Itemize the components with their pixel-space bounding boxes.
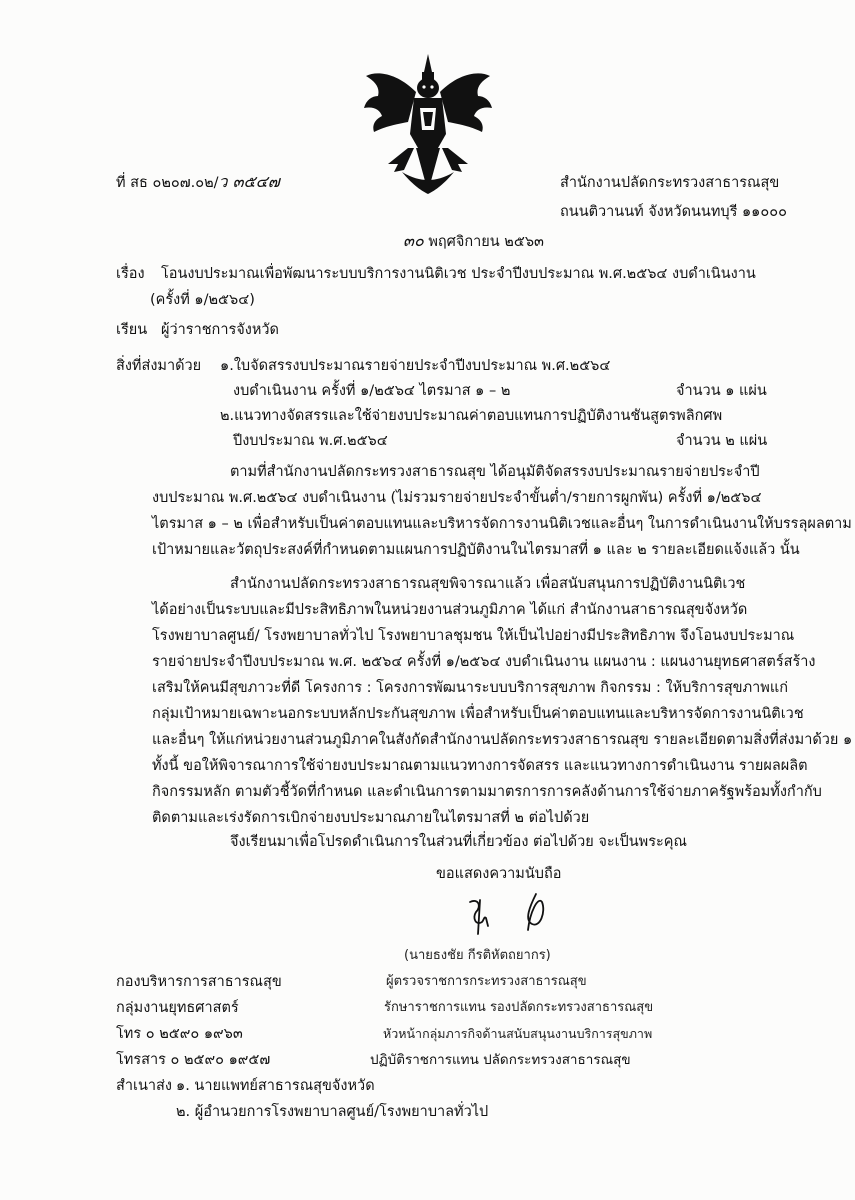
enclosures-label: สิ่งที่ส่งมาด้วย (116, 358, 202, 374)
office-address: ถนนติวานนท์ จังหวัดนนทบุรี ๑๑๐๐๐ (560, 204, 787, 220)
para2-line-10: ติดตามและเร่งรัดการเบิกจ่ายงบประมาณภายในไตรมาสที่ ๒ ต่อไปด้วย (152, 810, 590, 826)
para2-line-9: กิจกรรมหลัก ตามตัวชี้วัดที่กำหนด และดำเนินการตามมาตรการการคลังด้านการใช้จ่ายภาครัฐพร้อมทั้งกำกับ (152, 784, 822, 800)
para2-line-5: เสริมให้คนมีสุขภาวะที่ดี โครงการ : โครงการพัฒนาระบบบริการสุขภาพ กิจกรรม : ให้บริการสุขภาพแก่ (152, 680, 788, 696)
subject-line-1: โอนงบประมาณเพื่อพัฒนาระบบบริการงานนิติเวช ประจำปีงบประมาณ พ.ศ.๒๕๖๔ งบดำเนินงาน (161, 266, 756, 282)
enclosure-item-1-line-1: ๑.ใบจัดสรรงบประมาณรายจ่ายประจำปีงบประมาณ พ.ศ.๒๕๖๔ (220, 358, 611, 374)
reference-number (116, 172, 280, 193)
footer-telephone: โทร ๐ ๒๕๙๐ ๑๙๖๓ (116, 1026, 243, 1042)
signatory-title-2: รักษาราชการแทน รองปลัดกระทรวงสาธารณสุข (384, 1000, 654, 1015)
reference-number-prefix: ที่ สธ ๐๒๐๗.๐๒/ (116, 175, 219, 191)
enclosure-item-1-line-2: งบดำเนินงาน ครั้งที่ ๑/๒๕๖๔ ไตรมาส ๑ – ๒ (233, 383, 511, 399)
enclosure-item-2-line-1: ๒.แนวทางจัดสรรและใช้จ่ายงบประมาณค่าตอบแทนการปฏิบัติงานชันสูตรพลิกศพ (220, 408, 723, 424)
para1-line-2: งบประมาณ พ.ศ.๒๕๖๔ งบดำเนินงาน (ไม่รวมรายจ่ายประจำขั้นต่ำ/รายการผูกพัน) ครั้งที่ ๑/๒๕๖๔ (152, 490, 762, 506)
closing-sentence: จึงเรียนมาเพื่อโปรดดำเนินการในส่วนที่เกี่ยวข้อง ต่อไปด้วย จะเป็นพระคุณ (230, 834, 687, 850)
para1-line-1: ตามที่สำนักงานปลัดกระทรวงสาธารณสุข ได้อนุมัติจัดสรรงบประมาณรายจ่ายประจำปี (230, 464, 760, 480)
footer-division: กองบริหารการสาธารณสุข (116, 974, 282, 990)
date-month-year: พฤศจิกายน ๒๕๖๓ (428, 234, 544, 250)
cc-recipient-1: ๑. นายแพทย์สาธารณสุขจังหวัด (176, 1078, 375, 1094)
para2-line-7: และอื่นๆ ให้แก่หน่วยงานส่วนภูมิภาคในสังกัดสำนักงานปลัดกระทรวงสาธารณสุข รายละเอียดตามสิ่งที่ส่งมาด้วย ๑ (152, 732, 853, 748)
reference-number-handwritten: ว ๓๕๔๗ (218, 172, 280, 191)
cc-recipient-2: ๒. ผู้อำนวยการโรงพยาบาลศูนย์/โรงพยาบาลทั่วไป (176, 1104, 489, 1120)
para2-line-6: กลุ่มเป้าหมายเฉพาะนอกระบบหลักประกันสุขภาพ เพื่อสำหรับเป็นค่าตอบแทนและบริหารจัดการงานนิติเวช (152, 706, 804, 722)
subject-line-2: (ครั้งที่ ๑/๒๕๖๔) (150, 292, 255, 308)
para2-line-2: ได้อย่างเป็นระบบและมีประสิทธิภาพในหน่วยงานส่วนภูมิภาค ได้แก่ สำนักงานสาธารณสุขจังหวัด (152, 602, 748, 618)
enclosure-item-1-quantity: จำนวน ๑ แผ่น (676, 383, 767, 399)
recipient-label: เรียน (116, 322, 148, 338)
garuda-emblem-icon (358, 52, 498, 197)
document-date (403, 231, 544, 252)
subject-label: เรื่อง (116, 266, 145, 282)
cc-label: สำเนาส่ง (116, 1078, 172, 1094)
para2-line-1: สำนักงานปลัดกระทรวงสาธารณสุขพิจารณาแล้ว เพื่อสนับสนุนการปฏิบัติงานนิติเวช (230, 576, 746, 592)
handwritten-signature-icon (450, 892, 570, 942)
recipient-value: ผู้ว่าราชการจังหวัด (161, 322, 279, 338)
signatory-title-3: หัวหน้ากลุ่มภารกิจด้านสนับสนุนงานบริการสุขภาพ (383, 1026, 653, 1041)
signatory-title-1: ผู้ตรวจราชการกระทรวงสาธารณสุข (386, 974, 587, 989)
enclosure-item-2-quantity: จำนวน ๒ แผ่น (676, 433, 768, 449)
salutation: ขอแสดงความนับถือ (436, 866, 562, 882)
para2-line-3: โรงพยาบาลศูนย์/ โรงพยาบาลทั่วไป โรงพยาบาลชุมชน ให้เป็นไปอย่างมีประสิทธิภาพ จึงโอนงบประมาณ (152, 628, 795, 644)
para2-line-8: ทั้งนี้ ขอให้พิจารณาการใช้จ่ายงบประมาณตามแนวทางการจัดสรร และแนวทางการดำเนินงาน รายผลผลิต (152, 758, 808, 774)
signatory-title-4: ปฏิบัติราชการแทน ปลัดกระทรวงสาธารณสุข (370, 1052, 631, 1068)
date-day-handwritten: ๓๐ (403, 231, 424, 250)
para1-line-4: เป้าหมายและวัตถุประสงค์ที่กำหนดตามแผนการปฏิบัติงานในไตรมาสที่ ๑ และ ๒ รายละเอียดแจ้งแล้ว นั้น (152, 542, 800, 558)
office-name: สำนักงานปลัดกระทรวงสาธารณสุข (560, 175, 780, 191)
para1-line-3: ไตรมาส ๑ – ๒ เพื่อสำหรับเป็นค่าตอบแทนและบริหารจัดการงานนิติเวชและอื่นๆ ในการดำเนินงานให้บรรลุผลตาม (152, 516, 852, 532)
signatory-name: (นายธงชัย กีรติหัตถยากร) (404, 948, 551, 963)
enclosure-item-2-line-2: ปีงบประมาณ พ.ศ.๒๕๖๔ (233, 433, 388, 449)
footer-group: กลุ่มงานยุทธศาสตร์ (116, 1000, 239, 1016)
para2-line-4: รายจ่ายประจำปีงบประมาณ พ.ศ. ๒๕๖๔ ครั้งที่ ๑/๒๕๖๔ งบดำเนินงาน แผนงาน : แผนงานยุทธศาสตร์สร้าง (152, 654, 816, 670)
footer-fax: โทรสาร ๐ ๒๕๙๐ ๑๙๕๗ (116, 1052, 271, 1068)
